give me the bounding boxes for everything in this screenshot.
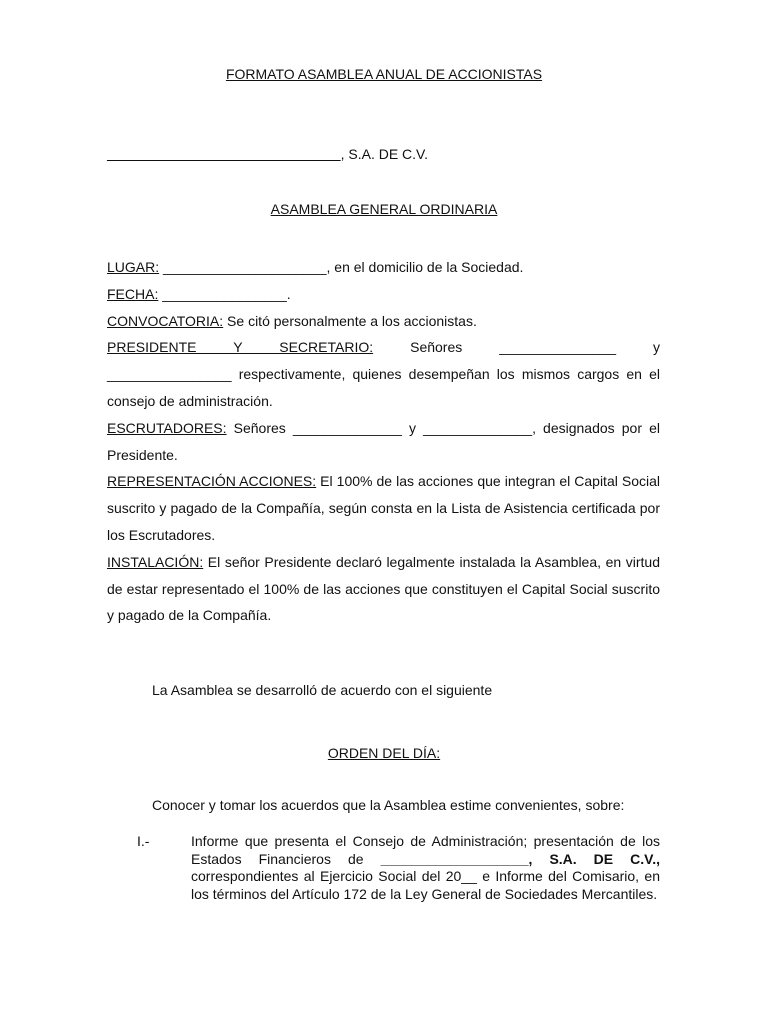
presidente-paragraph [107,361,660,415]
fecha-paragraph [107,281,660,308]
agenda-lead: Conocer y tomar los acuerdos que la Asamblea estime convenientes, sobre: [152,797,625,813]
lugar-label: LUGAR: [107,259,160,275]
convocatoria-text: Se citó personalmente a los accionistas. [223,312,477,329]
representacion-label: REPRESENTACIÓN ACCIONES: [107,473,317,490]
company-name-blank: ______________________________ [107,146,341,162]
escrutadores-label: ESCRUTADORES: [107,419,227,436]
agenda-item-text [191,833,660,903]
assembly-type-heading: ASAMBLEA GENERAL ORDINARIA [270,201,498,217]
lugar-paragraph [107,254,660,281]
agenda-item-company-blank: ___________________, S.A. DE C.V., [380,850,660,867]
presidente-paragraph-line1 [107,334,660,361]
agenda-item-text-after: correspondientes al Ejercicio Social del 20__ e Informe del Comisario, en los términos del Artículo 172 de la Ley General de Sociedades Mercantiles. [191,868,660,902]
lugar-text: _____________________, en el domicilio de la Sociedad. [159,259,524,275]
agenda-intro: La Asamblea se desarrolló de acuerdo con el siguiente [152,682,493,698]
representacion-text: El 100% de las acciones que integran el Capital Social suscrito y pagado de la Compañía, según consta en la Lista de Asistencia certificada por los Escrutadores. [107,473,660,543]
assembly-details [107,254,660,629]
fecha-text: ________________. [158,285,291,302]
presidente-label: PRESIDENTE Y SECRETARIO: [107,339,374,356]
company-name-line [107,146,428,162]
representacion-paragraph [107,468,660,548]
convocatoria-label: CONVOCATORIA: [107,312,224,329]
instalacion-label: INSTALACIÓN: [107,553,204,570]
escrutadores-text: Señores ______________ y ______________, designados por el Presidente. [107,419,660,463]
escrutadores-paragraph [107,415,660,469]
agenda-item-text-before: Informe que presenta el Consejo de Administración; presentación de los Estados Financieros de [191,833,660,867]
convocatoria-paragraph [107,308,660,335]
agenda-heading: ORDEN DEL DÍA: [327,745,441,761]
presidente-line1-text: Señores _______________ y [373,339,661,356]
instalacion-text: El señor Presidente declaró legalmente instalada la Asamblea, en virtud de estar representado el 100% de las acciones que constituyen el Capital Social suscrito y pagado de la Compañía. [107,553,660,624]
document-title: FORMATO ASAMBLEA ANUAL DE ACCIONISTAS [225,66,543,82]
instalacion-paragraph [107,549,660,629]
fecha-label: FECHA: [107,285,159,302]
presidente-text: ________________ respectivamente, quienes desempeñan los mismos cargos en el consejo de administración. [107,366,660,409]
company-suffix: , S.A. DE C.V. [340,146,428,162]
agenda-item-number: I.- [137,833,150,849]
